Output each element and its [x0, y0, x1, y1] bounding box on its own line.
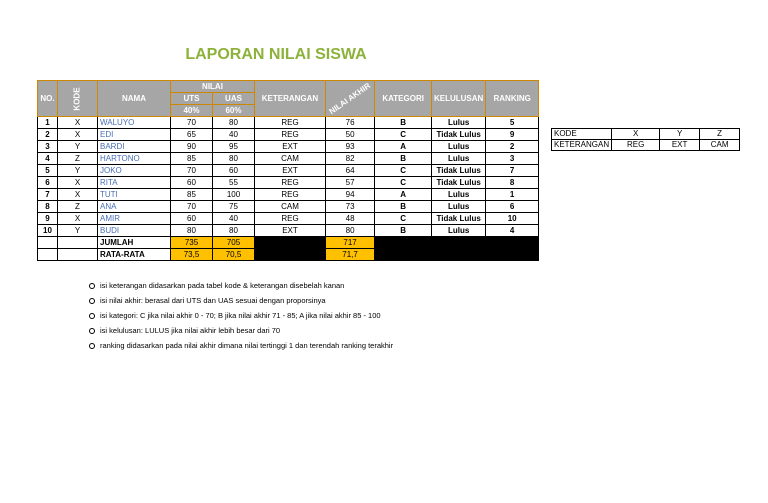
row-ranking: 8 [486, 177, 539, 189]
row-nilai-akhir: 93 [326, 141, 375, 153]
row-no: 3 [38, 141, 58, 153]
row-uts: 60 [171, 177, 213, 189]
row-ranking: 2 [486, 141, 539, 153]
row-kelulusan: Lulus [432, 117, 486, 129]
row-kategori: C [375, 165, 432, 177]
row-keterangan: CAM [255, 201, 326, 213]
header-kelulusan: KELULUSAN [432, 81, 486, 117]
legend-value: EXT [660, 140, 700, 151]
row-keterangan: CAM [255, 153, 326, 165]
row-nama: EDI [98, 129, 171, 141]
row-uas: 80 [213, 225, 255, 237]
rata-uas: 70,5 [213, 249, 255, 261]
row-kelulusan: Tidak Lulus [432, 177, 486, 189]
row-ranking: 1 [486, 189, 539, 201]
instruction-notes [89, 278, 393, 353]
row-nilai-akhir: 94 [326, 189, 375, 201]
row-uts: 70 [171, 165, 213, 177]
row-no: 9 [38, 213, 58, 225]
row-uts: 60 [171, 213, 213, 225]
row-kategori: B [375, 225, 432, 237]
row-no: 1 [38, 117, 58, 129]
row-kode: X [58, 117, 98, 129]
row-kategori: B [375, 117, 432, 129]
row-uts: 70 [171, 117, 213, 129]
bullet-icon [89, 328, 95, 334]
row-nama: WALUYO [98, 117, 171, 129]
header-nilai-akhir: NILAI AKHIR [326, 81, 375, 117]
row-keterangan: REG [255, 177, 326, 189]
row-kategori: A [375, 141, 432, 153]
rata-uts: 73,5 [171, 249, 213, 261]
row-uas: 55 [213, 177, 255, 189]
row-no: 2 [38, 129, 58, 141]
row-nama: BUDI [98, 225, 171, 237]
row-kode: Z [58, 201, 98, 213]
row-no: 10 [38, 225, 58, 237]
note-item: isi keterangan didasarkan pada tabel kode & keterangan disebelah kanan [89, 278, 393, 293]
row-uas: 95 [213, 141, 255, 153]
code-legend-table [551, 128, 740, 151]
header-kode: KODE [58, 81, 98, 117]
table-row [38, 117, 539, 129]
table-row [38, 165, 539, 177]
row-kelulusan: Lulus [432, 189, 486, 201]
row-uts: 70 [171, 201, 213, 213]
summary-row-rata [38, 249, 539, 261]
row-kode: Y [58, 141, 98, 153]
row-nilai-akhir: 80 [326, 225, 375, 237]
row-uts: 80 [171, 225, 213, 237]
legend-keterangan-label: KETERANGAN [552, 140, 612, 151]
row-no: 8 [38, 201, 58, 213]
jumlah-uas: 705 [213, 237, 255, 249]
row-kategori: C [375, 129, 432, 141]
row-kelulusan: Lulus [432, 153, 486, 165]
row-nama: AMIR [98, 213, 171, 225]
row-nama: ANA [98, 201, 171, 213]
header-no: NO. [38, 81, 58, 117]
row-kategori: A [375, 189, 432, 201]
header-uas-pct: 60% [213, 105, 255, 117]
row-kategori: B [375, 201, 432, 213]
row-nilai-akhir: 50 [326, 129, 375, 141]
row-uts: 85 [171, 153, 213, 165]
legend-code: Z [700, 129, 740, 140]
row-kelulusan: Tidak Lulus [432, 213, 486, 225]
row-no: 6 [38, 177, 58, 189]
row-kategori: B [375, 153, 432, 165]
jumlah-uts: 735 [171, 237, 213, 249]
jumlah-akhir: 717 [326, 237, 375, 249]
table-row [38, 189, 539, 201]
bullet-icon [89, 283, 95, 289]
rata-label: RATA-RATA [98, 249, 171, 261]
row-kelulusan: Tidak Lulus [432, 129, 486, 141]
grades-table [37, 80, 539, 261]
header-nama: NAMA [98, 81, 171, 117]
table-row [38, 177, 539, 189]
row-nilai-akhir: 57 [326, 177, 375, 189]
page-title: LAPORAN NILAI SISWA [185, 46, 367, 63]
rata-akhir: 71,7 [326, 249, 375, 261]
header-keterangan: KETERANGAN [255, 81, 326, 117]
row-kode: X [58, 177, 98, 189]
row-uts: 65 [171, 129, 213, 141]
row-nama: JOKO [98, 165, 171, 177]
row-uas: 75 [213, 201, 255, 213]
row-no: 5 [38, 165, 58, 177]
row-ranking: 7 [486, 165, 539, 177]
row-nilai-akhir: 76 [326, 117, 375, 129]
table-row [38, 129, 539, 141]
row-ranking: 5 [486, 117, 539, 129]
jumlah-label: JUMLAH [98, 237, 171, 249]
row-kode: X [58, 189, 98, 201]
row-no: 4 [38, 153, 58, 165]
note-item: ranking didasarkan pada nilai akhir dimana nilai tertinggi 1 dan terendah ranking terakhir [89, 338, 393, 353]
header-kategori: KATEGORI [375, 81, 432, 117]
row-nama: RITA [98, 177, 171, 189]
table-row [38, 153, 539, 165]
row-keterangan: REG [255, 189, 326, 201]
table-row [38, 201, 539, 213]
row-keterangan: EXT [255, 225, 326, 237]
table-row [38, 225, 539, 237]
row-kode: Y [58, 165, 98, 177]
row-nilai-akhir: 48 [326, 213, 375, 225]
header-ranking: RANKING [486, 81, 539, 117]
row-kelulusan: Lulus [432, 141, 486, 153]
legend-code: Y [660, 129, 700, 140]
row-ranking: 10 [486, 213, 539, 225]
row-ranking: 4 [486, 225, 539, 237]
row-uas: 40 [213, 213, 255, 225]
note-item: isi kategori: C jika nilai akhir 0 - 70; B jika nilai akhir 71 - 85; A jika nilai akhir 85 - 100 [89, 308, 393, 323]
bullet-icon [89, 343, 95, 349]
legend-value: REG [612, 140, 660, 151]
table-row [38, 141, 539, 153]
row-uas: 100 [213, 189, 255, 201]
row-nama: BARDI [98, 141, 171, 153]
header-uts-pct: 40% [171, 105, 213, 117]
summary-row-jumlah [38, 237, 539, 249]
row-kategori: C [375, 177, 432, 189]
row-ranking: 9 [486, 129, 539, 141]
row-nilai-akhir: 64 [326, 165, 375, 177]
row-ranking: 6 [486, 201, 539, 213]
row-nilai-akhir: 82 [326, 153, 375, 165]
row-nama: HARTONO [98, 153, 171, 165]
legend-kode-label: KODE [552, 129, 612, 140]
row-keterangan: REG [255, 117, 326, 129]
bullet-icon [89, 298, 95, 304]
row-kelulusan: Lulus [432, 225, 486, 237]
legend-code: X [612, 129, 660, 140]
row-kode: X [58, 129, 98, 141]
row-uts: 90 [171, 141, 213, 153]
row-keterangan: EXT [255, 141, 326, 153]
table-body [38, 117, 539, 237]
legend-value: CAM [700, 140, 740, 151]
row-kategori: C [375, 213, 432, 225]
row-keterangan: EXT [255, 165, 326, 177]
row-nilai-akhir: 73 [326, 201, 375, 213]
row-kode: Y [58, 225, 98, 237]
row-kode: Z [58, 153, 98, 165]
header-nilai: NILAI [171, 81, 255, 93]
row-no: 7 [38, 189, 58, 201]
note-item: isi nilai akhir: berasal dari UTS dan UAS sesuai dengan proporsinya [89, 293, 393, 308]
header-uts: UTS [171, 93, 213, 105]
row-keterangan: REG [255, 129, 326, 141]
row-kelulusan: Tidak Lulus [432, 165, 486, 177]
row-uas: 80 [213, 153, 255, 165]
row-uts: 85 [171, 189, 213, 201]
row-uas: 40 [213, 129, 255, 141]
header-uas: UAS [213, 93, 255, 105]
row-kode: X [58, 213, 98, 225]
row-keterangan: REG [255, 213, 326, 225]
row-kelulusan: Lulus [432, 201, 486, 213]
bullet-icon [89, 313, 95, 319]
note-item: isi kelulusan: LULUS jika nilai akhir lebih besar dari 70 [89, 323, 393, 338]
row-uas: 80 [213, 117, 255, 129]
table-row [38, 213, 539, 225]
row-uas: 60 [213, 165, 255, 177]
row-ranking: 3 [486, 153, 539, 165]
row-nama: TUTI [98, 189, 171, 201]
